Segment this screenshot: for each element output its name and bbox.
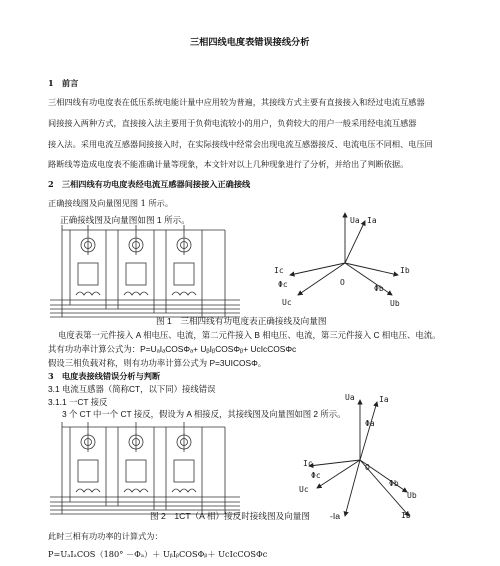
section-3-1-1-heading: 3.1.1 一CT 接反	[48, 397, 108, 407]
vector-ia	[345, 221, 365, 263]
vector-label: Φb	[389, 479, 399, 488]
section-2-heading: 2 三相四线有功电度表经电流互感器间接接入正确接线	[48, 179, 251, 189]
vector-label: Ua	[350, 216, 360, 225]
vector-label: Φc	[311, 471, 321, 480]
vector-label: Ua	[345, 393, 355, 402]
figure-1-caption: 图 1 三相四线有功电度表正确接线及向量图	[156, 316, 327, 326]
figure-1-wiring-diagram	[40, 225, 270, 320]
page-title: 三相四线电度表错误接线分析	[190, 37, 310, 48]
vector-label: Ia	[379, 395, 389, 404]
vector-ia	[360, 402, 377, 460]
figure-1-intro: 正确接线图及向量图如图 1 所示。	[60, 215, 190, 225]
section-2-intro: 正确接线图及向量图见图 1 所示。	[48, 198, 174, 208]
vector-label: Ub	[390, 299, 400, 308]
meter-element-3	[166, 422, 202, 514]
meter-element-1	[70, 225, 106, 309]
section-2-paragraph: 电度表第一元件接入 A 相电压、电流，第二元件接入 B 相电压、电流，第三元件接入 C 相电压、电流。	[58, 330, 441, 340]
vector-label: Ib	[400, 266, 410, 275]
vector-label: O	[340, 278, 345, 287]
vector-label: Ic	[274, 266, 284, 275]
section-1-line: 三相四线有功电度表在低压系统电能计量中应用较为普遍，其接线方式主要有直接接入和经过电流互感器	[48, 97, 425, 107]
vector-label: Ub	[407, 491, 417, 500]
section-2-paragraph: 假设三相负载对称，则有功功率计算公式为 P=3UICOSΦ。	[48, 358, 267, 368]
vector-label: Ib	[401, 511, 411, 520]
section-3-heading: 3 电度表接线错误分析与判断	[48, 371, 161, 381]
section-1-line: 路断线等造成电度表不能准确计量等现象，本文针对以上几种现象进行了分析，并给出了判断依据。	[48, 159, 409, 169]
section-1-heading: 1 前言	[48, 78, 79, 88]
vector-label: Uc	[282, 298, 292, 307]
figure-2-wiring-diagram	[40, 422, 270, 518]
section-3-paragraph: 3 个 CT 中一个 CT 接反，假设为 A 相接反，其接线图及向量图如图 2 所示。	[62, 409, 346, 419]
meter-element-3	[166, 225, 202, 317]
figure-2-caption: 图 2 1CT（A 相）接反时接线图及向量图	[150, 511, 310, 521]
vector-label: Ia	[367, 216, 377, 225]
vector-label: O	[365, 463, 370, 472]
vector-ub	[345, 263, 392, 295]
vector-label: Φc	[278, 280, 288, 289]
formula: P=UₐIₐCOS（180° －Φₐ）＋ UᵦIᵦCOSΦᵦ＋ UcIcCOSΦc	[48, 549, 268, 559]
formula-intro: 此时三相有功功率的计算式为：	[48, 531, 163, 541]
vector-label: Ic	[303, 459, 313, 468]
section-1-line: 接入法。采用电流互感器间接接入时，在实际接线中经常会出现电流互感器接反、电流电压不同相、电压回	[48, 139, 433, 149]
section-2-paragraph: 其有功功率计算公式为：P=UₐIₐCOSΦₐ+ UᵦIᵦCOSΦᵦ+ UcIcCOSΦc	[48, 344, 297, 354]
figure-2-caption-tail: -Ia	[330, 511, 341, 521]
figure-2-vector-diagram	[285, 388, 435, 528]
vector-label: Uc	[299, 485, 309, 494]
section-3-1-heading: 3.1 电流互感器（简称CT，以下同）接线错误	[48, 384, 216, 394]
figure-1-vector-diagram	[270, 205, 420, 315]
meter-element-1	[70, 422, 106, 506]
vector-label: Φa	[365, 419, 375, 428]
vector-ib	[345, 263, 398, 275]
section-1-line: 间接接入两种方式，直接接入法主要用于负荷电流较小的用户，负荷较大的用户一般采用经电流互感器	[48, 118, 417, 128]
vector-label: Φb	[374, 284, 384, 293]
